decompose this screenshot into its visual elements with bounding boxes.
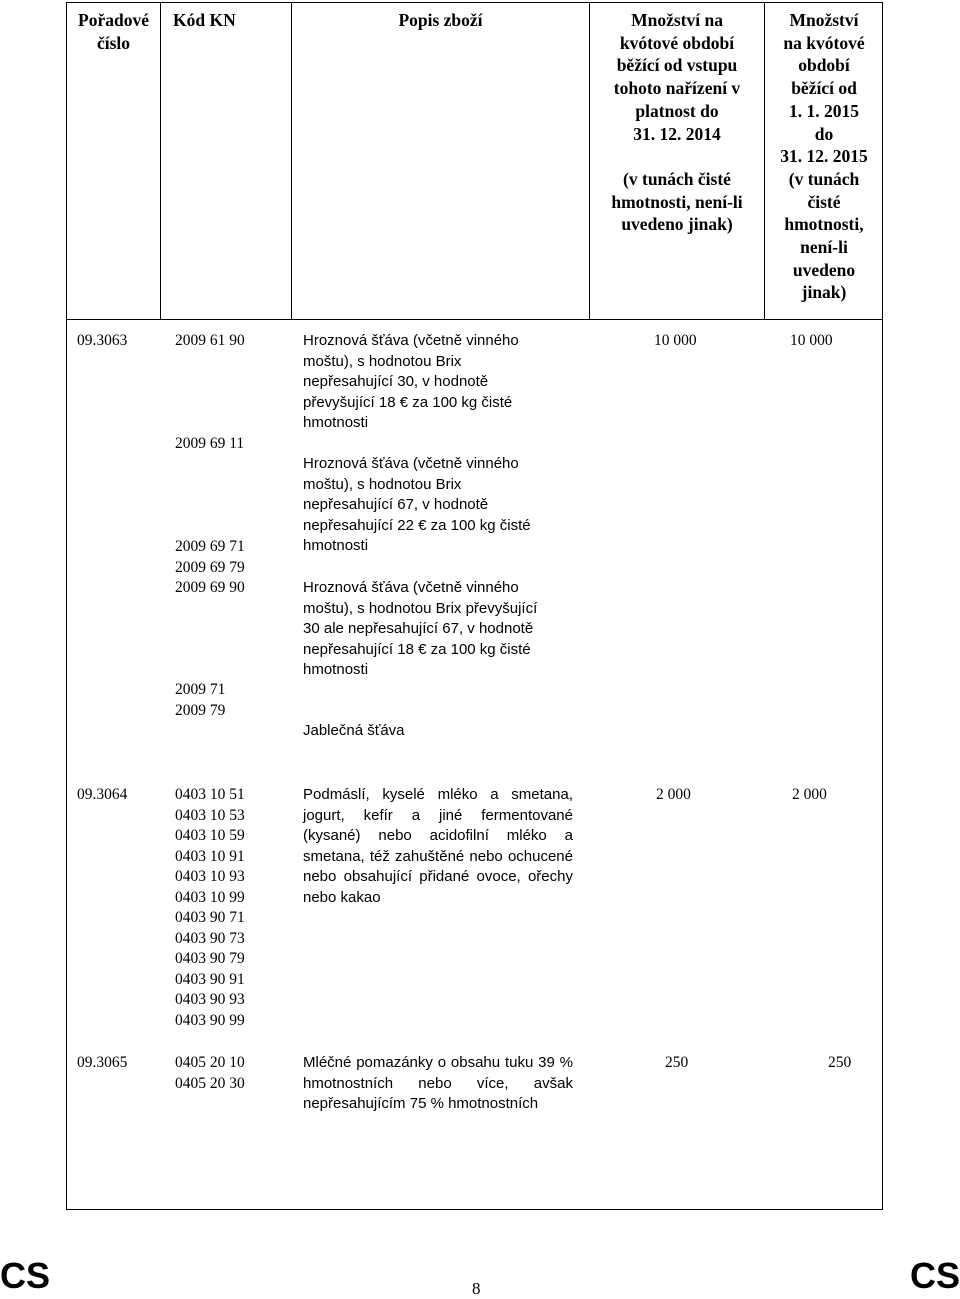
cn-code: 2009 61 90 xyxy=(175,332,245,349)
quantity-2014: 10 000 xyxy=(654,332,697,349)
cn-code: 2009 71 2009 79 xyxy=(175,681,226,719)
product-description: Mléčné pomazánky o obsahu tuku 39 % hmotnostních nebo více, avšak nepřesahujícím 75 % hmotnostních xyxy=(303,1054,573,1112)
product-description: Jablečná šťáva xyxy=(303,722,405,739)
cn-code: 0403 10 51 0403 10 53 0403 10 59 0403 10 91 0403 10 93 0403 10 99 0403 90 71 0403 90 73 0403 90 79 0403 90 91 0403 90 93 0403 90 99 xyxy=(175,786,245,1029)
product-description: Hroznová šťáva (včetně vinného moštu), s hodnotou Brix nepřesahující 67, v hodnotě nepřesahující 22 € za 100 kg čisté hmotnosti xyxy=(303,455,531,554)
quantity-2015: 2 000 xyxy=(792,786,827,803)
header-quantity-2015: Množství na kvótové období běžící od 1. 1. 2015 do 31. 12. 2015 (v tunách čisté hmotnosti, není-li uvedeno jinak) xyxy=(780,10,868,303)
header-divider xyxy=(67,319,882,320)
cn-code: 2009 69 11 xyxy=(175,435,245,452)
product-description: Podmáslí, kyselé mléko a smetana, jogurt, kefír a jiné fermentované (kysané) nebo acidofilní mléko a smetana, též zahuštěné nebo ochucené nebo obsahující přidané ovoce, ořechy nebo kakao xyxy=(303,786,573,906)
quantity-2014: 250 xyxy=(665,1054,689,1071)
quantity-2014: 2 000 xyxy=(656,786,691,803)
product-description: Hroznová šťáva (včetně vinného moštu), s hodnotou Brix převyšující 30 ale nepřesahující 67, v hodnotě nepřesahující 18 € za 100 kg čisté hmotnosti xyxy=(303,579,538,678)
row-number: 09.3065 xyxy=(77,1054,128,1071)
row-number: 09.3064 xyxy=(77,786,128,803)
column-divider xyxy=(291,3,292,320)
header-order-number: Pořadové číslo xyxy=(78,10,149,53)
cn-code: 0405 20 10 0405 20 30 xyxy=(175,1054,245,1092)
quantity-2015: 250 xyxy=(828,1054,852,1071)
language-mark-left: CS xyxy=(0,1255,51,1296)
product-description: Hroznová šťáva (včetně vinného moštu), s hodnotou Brix nepřesahující 30, v hodnotě převyšující 18 € za 100 kg čisté hmotnosti xyxy=(303,332,519,431)
cn-code: 2009 69 71 2009 69 79 2009 69 90 xyxy=(175,538,245,596)
header-cn-code: Kód KN xyxy=(173,10,236,30)
column-divider xyxy=(160,3,161,320)
language-mark-right: CS xyxy=(909,1255,960,1296)
header-description: Popis zboží xyxy=(398,10,483,30)
row-number: 09.3063 xyxy=(77,332,128,349)
quantity-2015: 10 000 xyxy=(790,332,833,349)
header-quantity-2014: Množství na kvótové období běžící od vstupu tohoto nařízení v platnost do 31. 12. 2014 (v tunách čisté hmotnosti, není-li uvedeno jinak) xyxy=(611,10,743,235)
page-number: 8 xyxy=(472,1279,481,1298)
